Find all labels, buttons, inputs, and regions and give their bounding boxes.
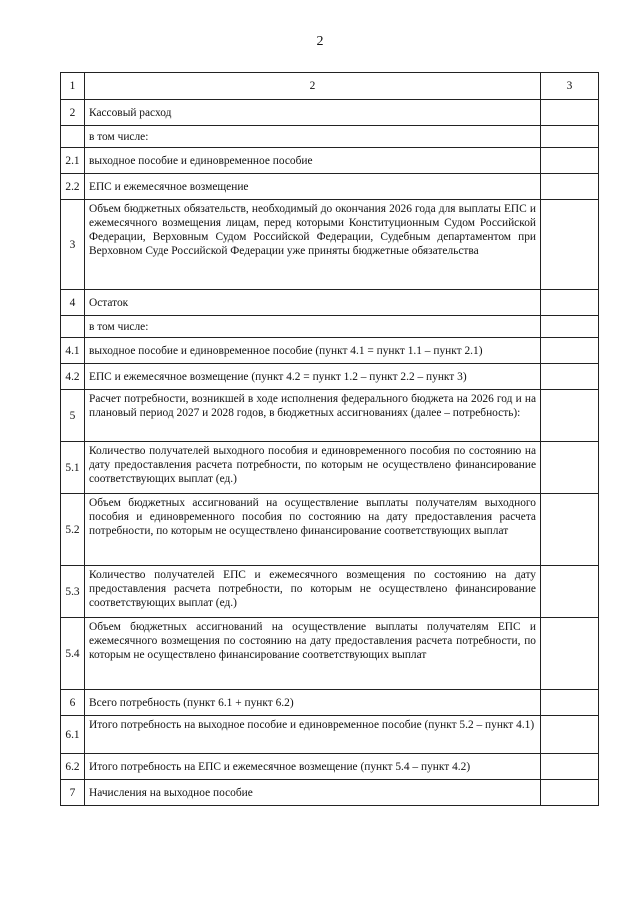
row-number: 4.2 <box>61 364 85 390</box>
table-row <box>61 618 599 690</box>
row-description: Остаток <box>85 290 541 316</box>
row-value <box>541 442 599 494</box>
table-row <box>61 290 599 316</box>
table-row <box>61 200 599 290</box>
row-description: Количество получателей выходного пособия и единовременного пособия по состоянию на дату предоставления расчета потребности, по которым не осуществлено финансирование соответствующих выплат (ед.) <box>85 442 541 494</box>
row-description: Объем бюджетных ассигнований на осуществление выплаты получателям выходного пособия и единовременного пособия по состоянию на дату предоставления расчета потребности, по которым не осуществлено финансирование соответствующих выплат <box>85 494 541 566</box>
row-value <box>541 126 599 148</box>
row-value <box>541 618 599 690</box>
row-value <box>541 690 599 716</box>
row-number: 5 <box>61 390 85 442</box>
row-number: 6.2 <box>61 754 85 780</box>
table-row <box>61 148 599 174</box>
budget-table <box>60 72 599 806</box>
row-value <box>541 338 599 364</box>
table-row <box>61 100 599 126</box>
row-number: 2 <box>61 100 85 126</box>
row-number: 2.1 <box>61 148 85 174</box>
row-number: 5.4 <box>61 618 85 690</box>
table-row <box>61 566 599 618</box>
row-number <box>61 316 85 338</box>
row-number: 6 <box>61 690 85 716</box>
row-description: Начисления на выходное пособие <box>85 780 541 806</box>
row-value <box>541 148 599 174</box>
table-row <box>61 780 599 806</box>
table-header-row <box>61 73 599 100</box>
row-value <box>541 566 599 618</box>
row-description: выходное пособие и единовременное пособие <box>85 148 541 174</box>
row-description: Количество получателей ЕПС и ежемесячного возмещения по состоянию на дату предоставления расчета потребности, по которым не осуществлено финансирование соответствующих выплат (ед.) <box>85 566 541 618</box>
row-number: 2.2 <box>61 174 85 200</box>
row-value <box>541 200 599 290</box>
table-row <box>61 364 599 390</box>
row-number: 6.1 <box>61 716 85 754</box>
row-description: Объем бюджетных обязательств, необходимый до окончания 2026 года для выплаты ЕПС и ежемесячного возмещения лицам, перед которыми Конституционным Судом Российской Федерации, Верховным Судом Российской Федерации, Судебным департаментом при Верховном Суде Российской Федерации уже приняты бюджетные обязательства <box>85 200 541 290</box>
row-number: 5.1 <box>61 442 85 494</box>
header-col-1: 1 <box>61 73 85 100</box>
table-row <box>61 690 599 716</box>
row-value <box>541 290 599 316</box>
table-row <box>61 390 599 442</box>
table-row <box>61 126 599 148</box>
row-description: Итого потребность на выходное пособие и единовременное пособие (пункт 5.2 – пункт 4.1) <box>85 716 541 754</box>
row-description: Всего потребность (пункт 6.1 + пункт 6.2) <box>85 690 541 716</box>
row-value <box>541 716 599 754</box>
row-number <box>61 126 85 148</box>
table-row <box>61 174 599 200</box>
table-row <box>61 494 599 566</box>
row-value <box>541 316 599 338</box>
header-col-3: 3 <box>541 73 599 100</box>
row-value <box>541 780 599 806</box>
row-number: 7 <box>61 780 85 806</box>
row-value <box>541 174 599 200</box>
row-number: 5.2 <box>61 494 85 566</box>
row-value <box>541 100 599 126</box>
row-description: в том числе: <box>85 126 541 148</box>
table-row <box>61 754 599 780</box>
row-description: ЕПС и ежемесячное возмещение (пункт 4.2 = пункт 1.2 – пункт 2.2 – пункт 3) <box>85 364 541 390</box>
row-description: Объем бюджетных ассигнований на осуществление выплаты получателям ЕПС и ежемесячного возмещения по состоянию на дату предоставления расчета потребности, по которым не осуществлено финансирование соответствующих выплат <box>85 618 541 690</box>
row-description: Расчет потребности, возникшей в ходе исполнения федерального бюджета на 2026 год и на плановый период 2027 и 2028 годов, в бюджетных ассигнованиях (далее – потребность): <box>85 390 541 442</box>
row-description: ЕПС и ежемесячное возмещение <box>85 174 541 200</box>
row-number: 4 <box>61 290 85 316</box>
page-number: 2 <box>316 34 324 49</box>
row-number: 3 <box>61 200 85 290</box>
header-col-2: 2 <box>85 73 541 100</box>
row-description: Кассовый расход <box>85 100 541 126</box>
row-number: 4.1 <box>61 338 85 364</box>
row-number: 5.3 <box>61 566 85 618</box>
table-row <box>61 442 599 494</box>
row-value <box>541 494 599 566</box>
table-row <box>61 716 599 754</box>
row-value <box>541 390 599 442</box>
row-value <box>541 364 599 390</box>
table-row <box>61 316 599 338</box>
row-description: в том числе: <box>85 316 541 338</box>
row-value <box>541 754 599 780</box>
row-description: выходное пособие и единовременное пособие (пункт 4.1 = пункт 1.1 – пункт 2.1) <box>85 338 541 364</box>
table-row <box>61 338 599 364</box>
row-description: Итого потребность на ЕПС и ежемесячное возмещение (пункт 5.4 – пункт 4.2) <box>85 754 541 780</box>
